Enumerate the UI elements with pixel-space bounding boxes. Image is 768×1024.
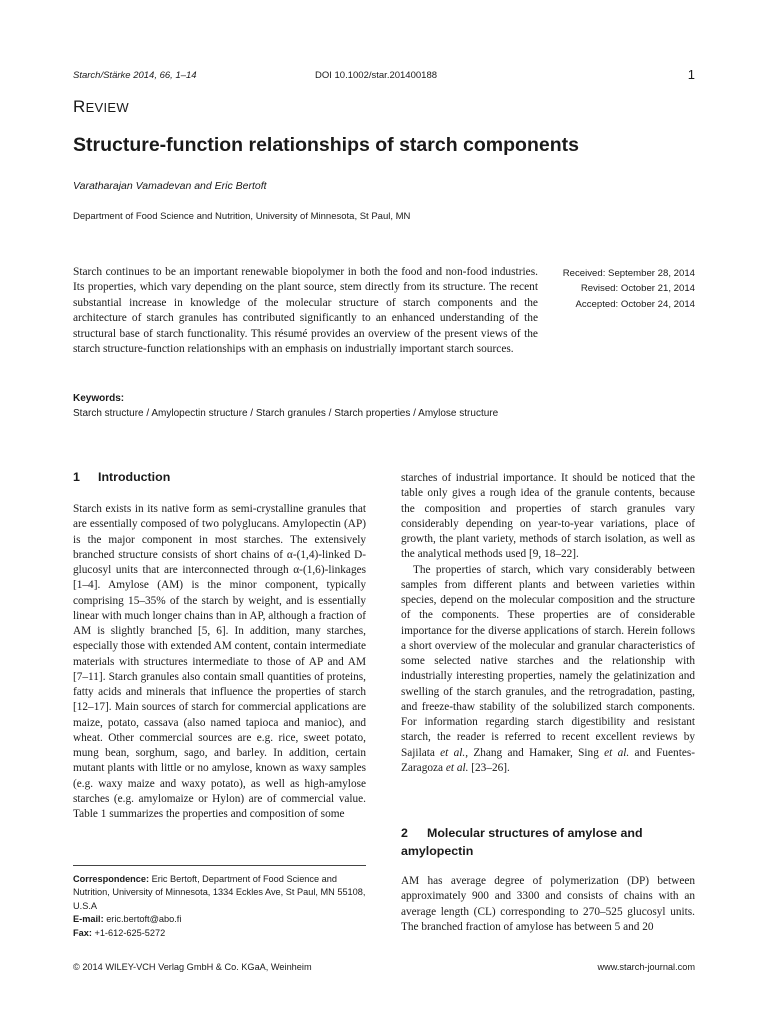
article-type-label (73, 97, 129, 117)
section-2-title: Molecular structures of amylose and amylopectin (401, 826, 643, 858)
correspondence-address: Correspondence: Eric Bertoft, Department of Food Science and Nutrition, University of Minnesota, 1334 Eckles Ave, St Paul, MN 55108, U.S.A (73, 874, 366, 911)
footnote-divider (73, 865, 366, 866)
left-column (73, 502, 366, 822)
page-number: 1 (687, 67, 695, 82)
doi: DOI 10.1002/star.201400188 (315, 70, 438, 81)
affiliation: Department of Food Science and Nutrition, University of Minnesota, St Paul, MN (73, 211, 411, 222)
right-column-bottom (401, 874, 695, 935)
journal-citation: Starch/Stärke 2014, 66, 1–14 (73, 70, 197, 81)
correspondence-email: E-mail: eric.bertoft@abo.fi (73, 914, 182, 925)
section-1-title: Introduction (98, 470, 171, 484)
correspondence-fax: Fax: +1-612-625-5272 (73, 927, 166, 938)
section-1-number: 1 (73, 470, 80, 484)
section-1-heading (73, 470, 170, 484)
intro-paragraph-1-continued: starches of industrial importance. It should be noticed that the table only gives a rough idea of the granule contents, because the composition and properties of starch granules vary considerably depending on year-to-year variations, place of growth, the plant variety, methods of starch isolation, as well as the analytical methods used [9, 18–22]. (401, 472, 695, 561)
article-type-rest: EVIEW (85, 100, 129, 115)
revised-date: Revised: October 21, 2014 (580, 283, 695, 295)
article-title: Structure-function relationships of starch components (73, 134, 579, 156)
section-2-paragraph-1: AM has average degree of polymerization (DP) between approximately 900 and 3300 and consists of chains with an average length (CL) corresponding to 270–525 glucosyl units. The branched fraction of amylose has between 5 and 20 (401, 875, 695, 933)
email-link[interactable]: eric.bertoft@abo.fi (103, 914, 182, 925)
accepted-date: Accepted: October 24, 2014 (575, 298, 695, 310)
running-head (73, 67, 695, 84)
article-type-initial: R (73, 97, 86, 116)
keywords-list: Starch structure / Amylopectin structure / Starch granules / Starch properties / Amylose structure (73, 408, 499, 420)
section-2-heading (401, 824, 695, 860)
right-column-top (401, 471, 695, 776)
authors: Varatharajan Vamadevan and Eric Bertoft (73, 180, 267, 192)
correspondence-block (73, 873, 373, 940)
section-2-number: 2 (401, 826, 408, 840)
received-date: Received: September 28, 2014 (562, 268, 695, 279)
article-dates (540, 266, 695, 312)
intro-paragraph-2: The properties of starch, which vary considerably between samples from different plants and between varieties within species, depend on the molecular composition and the structure of the components. These properties are of considerable importance for the diverse applications of starch. Herein follows a short overview of the molecular and granular characteristics of some selected native starches and the relationship with industrially interesting properties, namely the gelatinization and swelling of the starch granules, and the retrogradation, pasting, and freeze-thaw stability of the solubilized starch components. For information regarding starch digestibility and resistant starch, the reader is referred to recent excellent reviews by Sajilata et al., Zhang and Hamaker, Sing et al. and Fuentes-Zaragoza et al. [23–26]. (401, 563, 696, 774)
footer-copyright: © 2014 WILEY-VCH Verlag GmbH & Co. KGaA, Weinheim (73, 962, 312, 972)
intro-paragraph-1: Starch exists in its native form as semi-crystalline granules that are essentially composed of two polyglucans. Amylopectin (AP) is the major component in most starches. The extensively branched structure consists of short chains of α-(1,4)-linked D-glucosyl units that are interconnected through α-(1,6)-linkages [1–4]. Amylose (AM) is the minor component, typically comprising 15–35% of the starch by weight, and is essentially linear with much longer chains than in AP, although a fraction of AM is slightly branched [5, 6]. In addition, many starches, especially those with extended AM content, contain intermediate materials with structures intermediate to those of AP and AM [7–11]. Starch granules also contain small quantities of proteins, fatty acids and minerals that influence the properties of starch [12–17]. Main sources of starch for commercial applications are maize, potato, cassava (also named tapioca and manioc), and wheat. Other commercial sources are e.g. rice, sweet potato, mung bean, sorghum, sago, and barley. In addition, certain mutant plants with little or no amylose, known as waxy samples (e.g. waxy maize and waxy potato), as well as high-amylose starches (e.g. amylomaize or Hylon) are of commercial value. Table 1 summarizes the properties and composition of some (73, 503, 367, 820)
abstract: Starch continues to be an important renewable biopolymer in both the food and non-food industries. Its properties, which vary depending on the plant source, stem directly from its structure. The recent substantial increase in knowledge of the molecular structure of starch components and the architecture of starch granules has contributed significantly to an enhanced understanding of the structural base of starch functionality. This résumé provides an overview of the present views of the starch structure-function relationships with an emphasis on industrially important starch sources. (73, 266, 538, 356)
keywords-heading: Keywords: (73, 393, 125, 404)
keywords-block (73, 391, 543, 422)
footer-journal-url[interactable]: www.starch-journal.com (597, 962, 695, 972)
